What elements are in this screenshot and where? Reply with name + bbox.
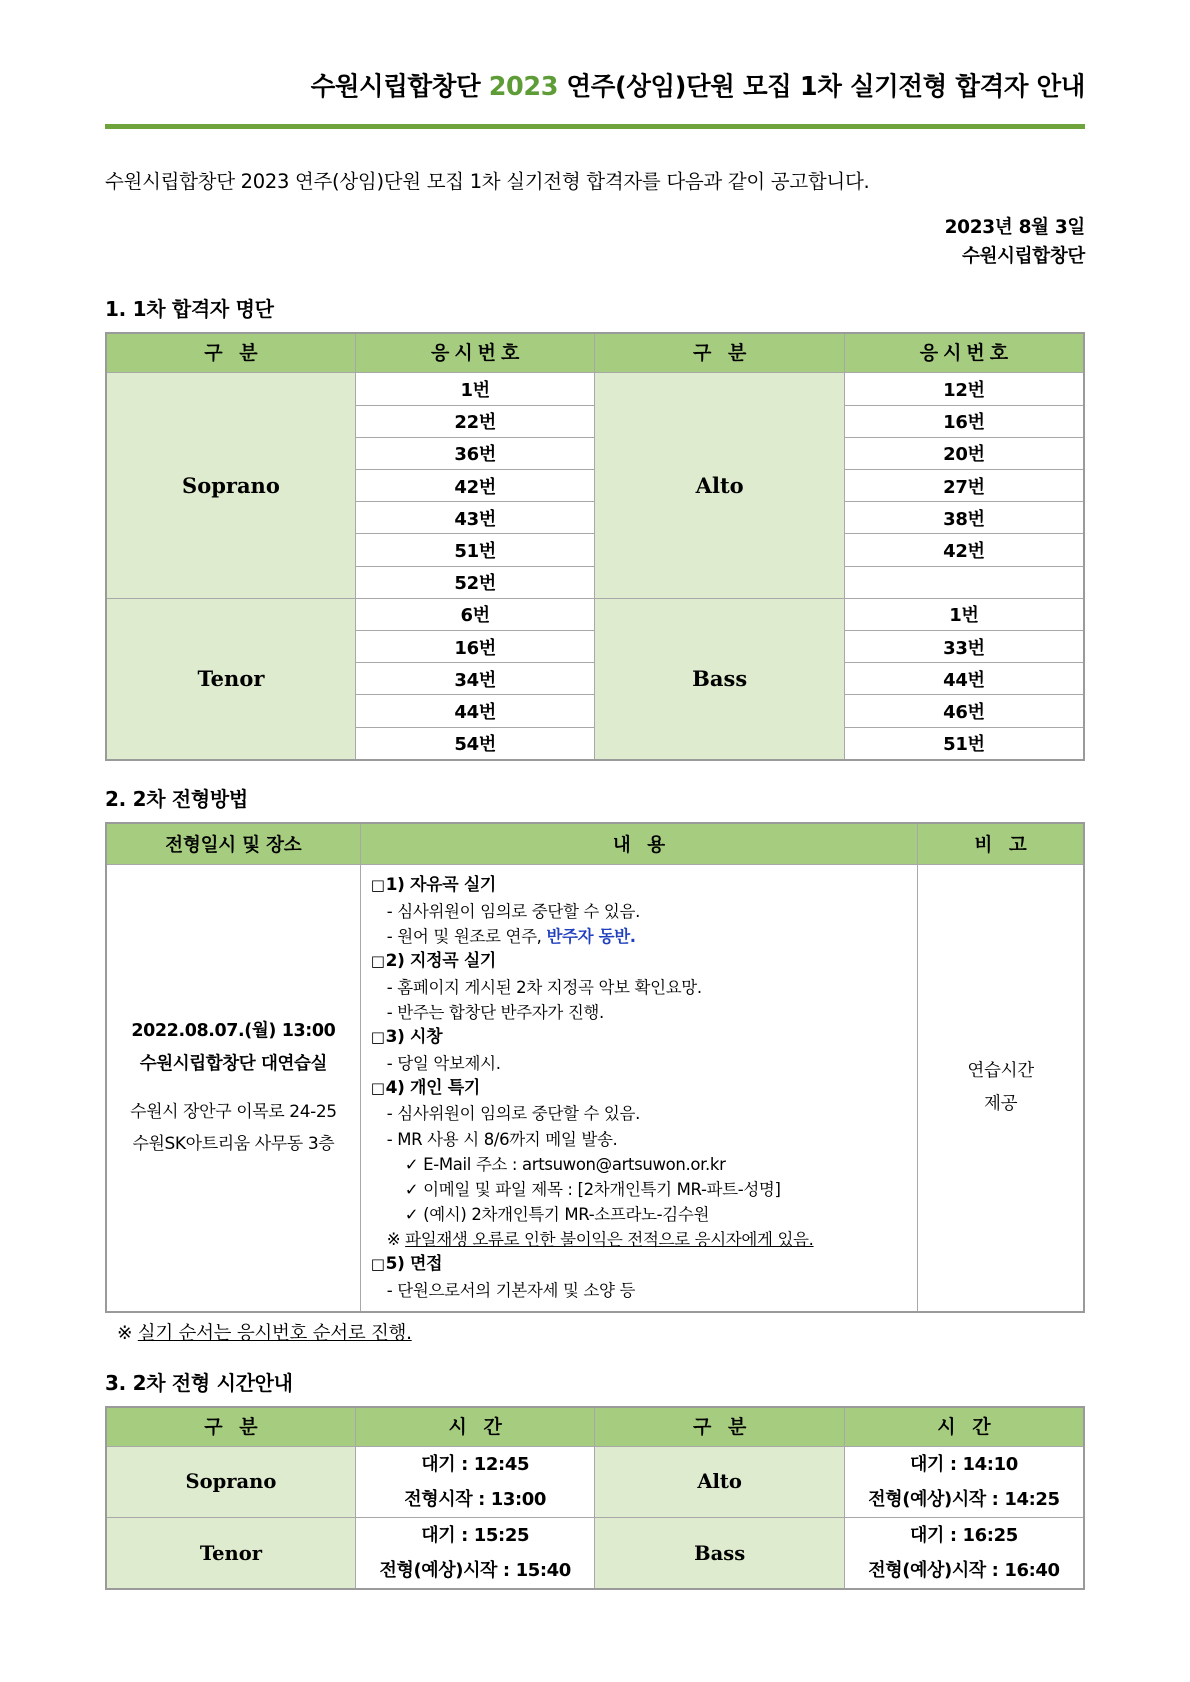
exam-schedule-cell: [106, 864, 360, 1312]
section-2-footnote: [117, 1319, 1085, 1345]
candidate-number: 44번: [844, 663, 1084, 695]
content-item-subline: ✓ E-Mail 주소 : artsuwon@artsuwon.or.kr: [404, 1154, 726, 1174]
content-item-heading: [371, 873, 911, 899]
part-label-tenor: Tenor: [106, 598, 355, 759]
content-item-title: 3) 시창: [385, 1026, 443, 1047]
content-item-subline: ✓ 이메일 및 파일 제목 : [2차개인특기 MR-파트-성명]: [404, 1179, 781, 1199]
col-header-time-left: 시 간: [355, 1407, 595, 1447]
content-item-line-emphasis: 반주자 동반.: [546, 926, 636, 946]
col-header-time-right: 시 간: [844, 1407, 1084, 1447]
table-header-row: [106, 333, 1084, 373]
start-time: 전형(예상)시작 : 16:40: [868, 1560, 1060, 1582]
content-item-warning-text: 파일재생 오류로 인한 불이익은 전적으로 응시자에게 있음.: [405, 1229, 814, 1249]
time-cell: [844, 1446, 1084, 1517]
pass-list-body: [106, 373, 1084, 760]
col-header-number-right: 응시번호: [844, 333, 1084, 373]
wait-time: 대기 : 14:10: [910, 1453, 1018, 1475]
exam-datetime: 2022.08.07.(월) 13:00: [131, 1021, 336, 1042]
candidate-number: 12번: [844, 373, 1084, 405]
table-header-row: [106, 1407, 1084, 1447]
candidate-number: 54번: [355, 727, 595, 760]
candidate-number: 16번: [844, 405, 1084, 437]
content-item-line: - 심사위원이 임의로 중단할 수 있음.: [386, 901, 640, 921]
signature-block: [105, 214, 1085, 271]
title-year: 2023: [488, 72, 559, 102]
section-1-heading: 1. 1차 합격자 명단: [105, 297, 274, 322]
pass-list-table: [105, 332, 1085, 760]
reference-mark-icon: ※: [117, 1322, 138, 1344]
time-cell: [355, 1517, 595, 1589]
candidate-number: 51번: [355, 534, 595, 566]
table-row: [106, 1517, 1084, 1589]
page-title: [105, 72, 1085, 104]
candidate-number: 22번: [355, 405, 595, 437]
candidate-number: 46번: [844, 695, 1084, 727]
content-item-heading: [371, 1252, 911, 1278]
title-divider: [105, 124, 1085, 129]
content-item-line: - MR 사용 시 8/6까지 메일 발송.: [386, 1129, 618, 1149]
remark-line-1: 연습시간: [967, 1060, 1034, 1081]
candidate-number: 6번: [355, 598, 595, 630]
content-item-line: [371, 924, 911, 949]
content-item-line: - 반주는 합창단 반주자가 진행.: [386, 1002, 604, 1022]
sign-date: 2023년 8월 3일: [944, 217, 1085, 239]
exam-address-line1: 수원시 장안구 이목로 24-25: [130, 1101, 337, 1122]
content-item-line: - 당일 악보제시.: [386, 1053, 501, 1073]
part-label-alto: Alto: [595, 1446, 844, 1517]
checkbox-icon: □: [370, 951, 385, 970]
col-header-content: 내 용: [360, 823, 917, 865]
col-header-part-left: 구 분: [106, 1407, 355, 1447]
remark-line-2: 제공: [984, 1093, 1018, 1114]
col-header-number-left: 응시번호: [355, 333, 595, 373]
candidate-number: 34번: [355, 663, 595, 695]
wait-time: 대기 : 16:25: [910, 1524, 1018, 1546]
table-row: [106, 1446, 1084, 1517]
candidate-number: 51번: [844, 727, 1084, 760]
checkbox-icon: □: [370, 1254, 385, 1273]
content-item-line-text: - 원어 및 원조로 연주,: [386, 926, 547, 946]
candidate-number: 42번: [844, 534, 1084, 566]
part-label-bass: Bass: [595, 1517, 844, 1589]
part-label-soprano: Soprano: [106, 373, 355, 598]
time-cell: [844, 1517, 1084, 1589]
candidate-number: 38번: [844, 502, 1084, 534]
content-item-title: 1) 자유곡 실기: [385, 874, 496, 895]
content-item-line: - 홈페이지 게시된 2차 지정곡 악보 확인요망.: [386, 977, 702, 997]
content-item-heading: [371, 1076, 911, 1102]
reference-mark-icon: ※: [386, 1229, 406, 1249]
col-header-remark: 비 고: [918, 823, 1084, 865]
candidate-number: 44번: [355, 695, 595, 727]
exam-remark-cell: [918, 864, 1084, 1312]
start-time: 전형(예상)시작 : 15:40: [379, 1560, 571, 1582]
section-2-heading: 2. 2차 전형방법: [105, 786, 248, 811]
content-item-warning: [371, 1227, 911, 1252]
candidate-number: 33번: [844, 630, 1084, 662]
exam-time-table: [105, 1406, 1085, 1590]
table-row: [106, 598, 1084, 630]
sign-organization: 수원시립합창단: [962, 245, 1085, 267]
title-segment-2: 연주(상임)단원 모집 1차 실기전형 합격자 안내: [558, 72, 1085, 102]
table-row: [106, 373, 1084, 405]
exam-address-line2: 수원SK아트리움 사무동 3층: [132, 1134, 335, 1154]
col-header-part-right: 구 분: [595, 333, 844, 373]
content-item-heading: [371, 949, 911, 975]
start-time: 전형시작 : 13:00: [404, 1488, 547, 1510]
candidate-number: 27번: [844, 470, 1084, 502]
title-block: [105, 0, 1085, 104]
wait-time: 대기 : 12:45: [421, 1453, 530, 1475]
content-item-heading: [371, 1025, 911, 1051]
content-item-title: 5) 면접: [385, 1253, 443, 1274]
candidate-number: 20번: [844, 437, 1084, 469]
candidate-number-empty: [844, 566, 1084, 598]
section-2-footnote-text: 실기 순서는 응시번호 순서로 진행.: [137, 1322, 412, 1344]
content-item-line: - 단원으로서의 기본자세 및 소양 등: [386, 1280, 636, 1300]
checkbox-icon: □: [370, 1078, 385, 1097]
table-header-row: [106, 823, 1084, 865]
col-header-part-left: 구 분: [106, 333, 355, 373]
intro-paragraph: 수원시립합창단 2023 연주(상임)단원 모집 1차 실기전형 합격자를 다음과 같이 공고합니다.: [105, 169, 870, 193]
candidate-number: 43번: [355, 502, 595, 534]
section-3-heading: 3. 2차 전형 시간안내: [105, 1370, 293, 1395]
part-label-bass: Bass: [595, 598, 844, 759]
wait-time: 대기 : 15:25: [421, 1524, 530, 1546]
start-time: 전형(예상)시작 : 14:25: [868, 1488, 1060, 1510]
candidate-number: 36번: [355, 437, 595, 469]
candidate-number: 42번: [355, 470, 595, 502]
content-item-subline: ✓ (예시) 2차개인특기 MR-소프라노-김수원: [404, 1204, 710, 1224]
candidate-number: 16번: [355, 630, 595, 662]
exam-method-table: [105, 822, 1085, 1313]
part-label-soprano: Soprano: [106, 1446, 355, 1517]
part-label-alto: Alto: [595, 373, 844, 598]
candidate-number: 1번: [844, 598, 1084, 630]
content-item-title: 2) 지정곡 실기: [385, 950, 496, 971]
part-label-tenor: Tenor: [106, 1517, 355, 1589]
title-segment-1: 수원시립합창단: [310, 72, 489, 102]
candidate-number: 1번: [355, 373, 595, 405]
exam-content-cell: [360, 864, 917, 1312]
exam-place: 수원시립합창단 대연습실: [139, 1054, 327, 1075]
content-item-title: 4) 개인 특기: [385, 1077, 480, 1098]
checkbox-icon: □: [370, 875, 385, 894]
content-item-line: - 심사위원이 임의로 중단할 수 있음.: [386, 1104, 640, 1124]
table-row: [106, 864, 1084, 1312]
candidate-number: 52번: [355, 566, 595, 598]
col-header-datetime-place: 전형일시 및 장소: [106, 823, 360, 865]
checkbox-icon: □: [370, 1027, 385, 1046]
col-header-part-right: 구 분: [595, 1407, 844, 1447]
time-cell: [355, 1446, 595, 1517]
